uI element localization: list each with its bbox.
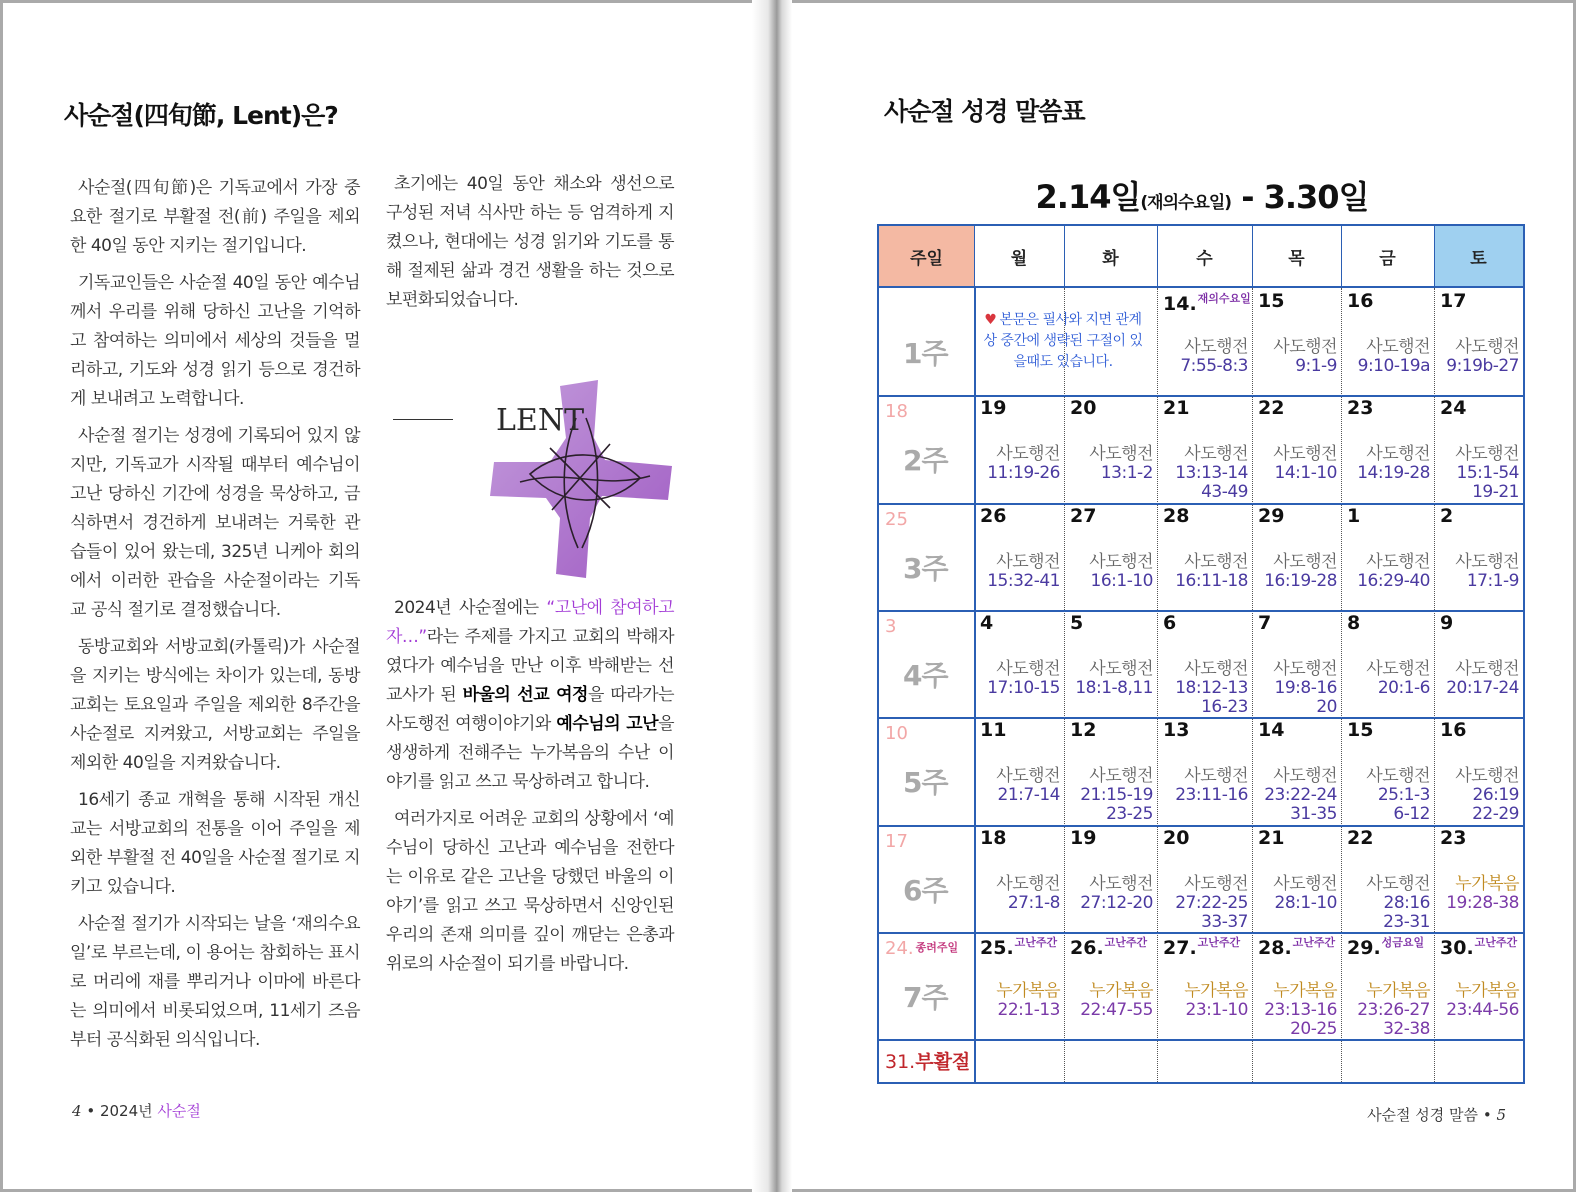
day-number [1347, 827, 1373, 849]
book-name: 사도행전 [1273, 444, 1337, 465]
day-number [980, 827, 1006, 849]
verse-ref: 27:12-20 [1080, 892, 1153, 913]
day-number [1163, 827, 1189, 849]
day-cell[interactable] [1341, 395, 1434, 502]
theme-text: 을 생생하게 전해주는 누가복음의 수난 이야기를 읽고 쓰고 묵상하려고 합니다. [386, 714, 675, 792]
day-number [1440, 827, 1466, 849]
theme-bold: 예수님의 고난 [556, 714, 659, 734]
date: 27 [1070, 504, 1097, 527]
header-divider [1341, 226, 1342, 288]
day-cell[interactable] [1434, 503, 1523, 610]
range-end: 3.30일 [1263, 178, 1369, 216]
week-label: 2주 [903, 444, 948, 478]
verse-ref: 16:11-18 [1175, 570, 1248, 591]
date: 4 [980, 611, 994, 634]
day-cell[interactable] [1434, 288, 1523, 395]
day-number [1258, 612, 1271, 634]
date: 14. [1163, 293, 1197, 315]
book-name: 누가복음 [1455, 980, 1519, 1001]
day-number [980, 505, 1006, 527]
date: 13 [1163, 719, 1190, 742]
day-cell[interactable] [1341, 288, 1434, 395]
date: 8 [1347, 611, 1361, 634]
verse-ref: 7:55-8:3 [1180, 356, 1248, 376]
sunday-tag: 종려주일 [915, 940, 959, 954]
day-number [1163, 934, 1240, 959]
book-name: 누가복음 [1455, 873, 1519, 894]
day-cell[interactable] [974, 717, 1064, 824]
divider [393, 419, 453, 420]
date: 22 [1347, 826, 1374, 849]
easter-cell [879, 1039, 974, 1086]
date: 18 [980, 826, 1007, 849]
day-number [1070, 397, 1096, 419]
paragraph: 여러가지로 어려운 교회의 상황에서 ‘예수님이 당하신 고난과 예수님을 전한다는 이유로 같은 고난을 당했던 바울의 이야기’를 읽고 쓰고 묵상하면서 신앙인된 우리의 존재 의미를 깊이 깨닫는 은총과 위로의 사순절이 되기를 바랍니다. [386, 809, 674, 974]
book-name: 사도행전 [1366, 766, 1430, 787]
verse-ref: 9:19b-27 [1446, 356, 1519, 376]
omission-note [978, 310, 1148, 373]
easter-label [885, 1047, 970, 1074]
footer-label: 사순절 [157, 1102, 201, 1120]
book-name: 사도행전 [996, 551, 1060, 572]
day-cell[interactable] [1252, 825, 1341, 932]
sunday-number: 10 [885, 723, 908, 745]
day-number [1440, 719, 1466, 741]
verse-ref: 28:1-10 [1274, 892, 1337, 913]
date: 5 [1070, 611, 1084, 634]
date: 17 [1440, 290, 1467, 312]
day-number [1163, 505, 1189, 527]
day-cell[interactable] [1064, 932, 1157, 1039]
day-cell[interactable] [1434, 825, 1523, 932]
verse-ref: 27:22-25 33-37 [1175, 892, 1248, 932]
day-number [1070, 934, 1147, 959]
date: 28. [1258, 936, 1292, 959]
day-cell[interactable] [1157, 717, 1252, 824]
theme-paragraph [386, 594, 674, 797]
day-number [1347, 290, 1373, 312]
theme-bold: 바울의 선교 여정 [462, 685, 588, 705]
right-footer [1367, 1104, 1506, 1125]
verse-ref: 20:17-24 [1446, 677, 1519, 698]
day-cell[interactable] [1157, 503, 1252, 610]
book-name: 사도행전 [1273, 658, 1337, 679]
row-divider [879, 1039, 1523, 1041]
heart-icon: ♥ [984, 312, 997, 328]
book-name: 사도행전 [1366, 444, 1430, 465]
day-cell[interactable] [1064, 717, 1157, 824]
verse-ref: 17:10-15 [987, 677, 1060, 698]
sunday-cell [879, 503, 974, 610]
day-number [1070, 612, 1083, 634]
date: 16 [1440, 719, 1467, 742]
day-number [1347, 505, 1360, 527]
left-page-title: 사순절(四旬節, Lent)은? [64, 101, 338, 130]
date: 30. [1440, 936, 1474, 959]
day-tag: 고난주간 [1104, 935, 1148, 949]
day-cell[interactable] [1064, 503, 1157, 610]
day-number [1163, 290, 1251, 315]
sunday-number: 3 [885, 615, 897, 637]
theme-column [386, 594, 674, 987]
date: 29. [1347, 936, 1381, 959]
day-number [1258, 290, 1284, 312]
verse-ref: 13:13-14 43-49 [1175, 463, 1248, 503]
day-cell[interactable] [1157, 825, 1252, 932]
day-header: 수 [1157, 226, 1252, 288]
book-name: 사도행전 [1089, 551, 1153, 572]
date: 9 [1440, 611, 1454, 634]
book-name: 사도행전 [1089, 658, 1153, 679]
verse-ref: 15:32-41 [987, 570, 1060, 591]
day-number [1347, 719, 1373, 741]
verse-ref: 15:1-54 19-21 [1456, 463, 1519, 503]
verse-ref: 21:15-19 23-25 [1080, 785, 1153, 825]
book-name: 사도행전 [1455, 551, 1519, 572]
easter-date: 31. [885, 1051, 916, 1074]
day-tag: 재의수요일 [1197, 292, 1251, 305]
book-name: 누가복음 [1089, 980, 1153, 1001]
day-cell[interactable] [1341, 717, 1434, 824]
book-name: 사도행전 [1366, 551, 1430, 572]
date: 7 [1258, 611, 1272, 634]
verse-ref: 22:1-13 [997, 999, 1060, 1020]
sunday-date [885, 616, 896, 637]
book-name: 사도행전 [1089, 444, 1153, 465]
day-header: 토 [1434, 226, 1523, 288]
range-start: 2.14일 [1035, 178, 1141, 216]
header-divider [1252, 226, 1253, 288]
date: 27. [1163, 936, 1197, 959]
verse-ref: 20:1-6 [1377, 677, 1430, 698]
day-cell[interactable] [1341, 932, 1434, 1039]
easter-name: 부활절 [915, 1051, 971, 1074]
verse-ref: 13:1-2 [1100, 463, 1153, 484]
day-cell[interactable] [1064, 610, 1157, 717]
book-name: 사도행전 [1184, 658, 1248, 679]
day-header: 금 [1341, 226, 1434, 288]
book-name: 사도행전 [996, 873, 1060, 894]
date-range [878, 172, 1526, 218]
sunday-cell [879, 288, 974, 395]
date: 25. [980, 936, 1014, 959]
day-cell[interactable] [1434, 932, 1523, 1039]
day-cell[interactable] [974, 610, 1064, 717]
theme-text: 라는 주제를 가지고 교회의 박해자였다가 예수님을 만난 이후 박해받는 선교사가 된 [386, 627, 674, 705]
day-cell[interactable] [1252, 503, 1341, 610]
lent-label: LENT [496, 403, 585, 438]
book-name: 사도행전 [1089, 873, 1153, 894]
verse-ref: 19:8-16 20 [1274, 677, 1337, 717]
book-name: 사도행전 [996, 444, 1060, 465]
day-cell[interactable] [1434, 395, 1523, 502]
day-number [1258, 397, 1284, 419]
book-name: 사도행전 [1455, 337, 1519, 357]
verse-ref: 9:10-19a [1357, 356, 1430, 376]
day-tag: 고난주간 [1197, 935, 1241, 949]
week-label: 3주 [903, 551, 948, 585]
paragraph: 사순절 절기는 성경에 기록되어 있지 않지만, 기독교가 시작될 때부터 예수님이 고난 당하신 기간에 성경을 묵상하고, 금식하면서 경건하게 보내려는 거룩한 관습들이 있어 왔는데, 325년 니케아 회의에서 이러한 관습을 사순절이라는 기독교 공식 절기로 결정했습니다. [70, 426, 360, 620]
book-name: 사도행전 [1273, 766, 1337, 787]
verse-ref: 17:1-9 [1466, 570, 1519, 591]
day-cell[interactable] [1252, 395, 1341, 502]
book-name: 사도행전 [1273, 337, 1337, 357]
verse-ref: 22:47-55 [1080, 999, 1153, 1020]
sunday-number: 24. [885, 937, 914, 959]
theme-text: 2024년 사순절에는 [394, 598, 547, 618]
date: 21 [1258, 826, 1285, 849]
day-number [1347, 934, 1424, 959]
date: 16 [1347, 290, 1374, 312]
day-number [1070, 505, 1096, 527]
date: 22 [1258, 397, 1285, 420]
history-column [386, 170, 674, 323]
sunday-date [885, 938, 958, 959]
week-label: 6주 [903, 873, 948, 907]
day-tag: 고난주간 [1014, 935, 1058, 949]
date: 11 [980, 719, 1007, 742]
sunday-cell [879, 932, 974, 1039]
day-number [1440, 612, 1453, 634]
verse-ref: 23:22-24 31-35 [1264, 785, 1337, 825]
verse-ref: 23:13-16 20-25 [1264, 999, 1337, 1039]
day-number [980, 397, 1006, 419]
day-cell[interactable] [1157, 932, 1252, 1039]
verse-ref: 23:1-10 [1185, 999, 1248, 1020]
date: 6 [1163, 611, 1177, 634]
book-name: 사도행전 [1273, 551, 1337, 572]
week-label: 1주 [903, 337, 948, 370]
day-number [1163, 397, 1189, 419]
date: 20 [1163, 826, 1190, 849]
day-cell[interactable] [1434, 717, 1523, 824]
range-paren: (재의수요일) [1140, 193, 1232, 213]
day-cell[interactable] [1252, 610, 1341, 717]
day-tag: 성금요일 [1381, 935, 1425, 949]
book-name: 사도행전 [1455, 444, 1519, 465]
left-footer [72, 1100, 201, 1121]
day-number [1070, 719, 1096, 741]
day-number [1163, 719, 1189, 741]
date: 19 [980, 397, 1007, 420]
right-page-title: 사순절 성경 말씀표 [884, 97, 1085, 126]
day-number [1440, 934, 1517, 959]
sunday-cell [879, 717, 974, 824]
day-cell[interactable] [974, 395, 1064, 502]
sunday-number: 17 [885, 830, 908, 852]
note-text: 본문은 필사와 지면 관계상 중간에 생략된 구절이 있을때도 있습니다. [983, 312, 1143, 370]
verse-ref: 23:26-27 32-38 [1357, 999, 1430, 1039]
sunday-cell [879, 610, 974, 717]
book-name: 누가복음 [1366, 980, 1430, 1001]
day-cell[interactable] [1064, 825, 1157, 932]
sunday-number: 18 [885, 401, 908, 423]
day-number [1258, 505, 1284, 527]
week-label: 4주 [903, 658, 948, 692]
day-number [1440, 290, 1466, 312]
day-header: 월 [974, 226, 1064, 288]
day-number [1440, 505, 1453, 527]
book-name: 사도행전 [1184, 873, 1248, 894]
verse-ref: 19:28-38 [1446, 892, 1519, 913]
footer-year: 2024년 [99, 1102, 153, 1120]
verse-ref: 11:19-26 [987, 463, 1060, 484]
book-name: 사도행전 [1184, 444, 1248, 465]
day-number [1258, 719, 1284, 741]
date: 23 [1347, 397, 1374, 420]
date: 2 [1440, 504, 1454, 527]
day-cell[interactable] [974, 503, 1064, 610]
book-name: 누가복음 [1184, 980, 1248, 1001]
day-cell[interactable] [1064, 395, 1157, 502]
paragraph: 기독교인들은 사순절 40일 동안 예수님께서 우리를 위해 당하신 고난을 기억하고 참여하는 의미에서 세상의 것들을 멀리하고, 기도와 성경 읽기 등으로 경건하게 보내려고 노력합니다. [70, 273, 360, 409]
day-number [1347, 397, 1373, 419]
book-name: 누가복음 [996, 980, 1060, 1001]
day-cell[interactable] [1157, 610, 1252, 717]
footer-label: 사순절 성경 말씀 [1367, 1106, 1479, 1124]
day-number [1258, 827, 1284, 849]
day-header: 목 [1252, 226, 1341, 288]
book-name: 사도행전 [996, 658, 1060, 679]
verse-ref: 23:44-56 [1446, 999, 1519, 1020]
book-name: 사도행전 [1273, 873, 1337, 894]
book-name: 사도행전 [1366, 873, 1430, 894]
book-name: 사도행전 [1184, 766, 1248, 787]
book-spine [752, 0, 792, 1192]
book-name: 사도행전 [996, 766, 1060, 787]
book-name: 사도행전 [1184, 337, 1248, 357]
date: 23 [1440, 826, 1467, 849]
header-divider [1434, 226, 1435, 288]
footer-dot: • [1482, 1106, 1492, 1124]
page-number: 4 [72, 1102, 82, 1120]
reading-calendar [877, 224, 1525, 1084]
date: 15 [1347, 719, 1374, 742]
book-name: 사도행전 [1455, 658, 1519, 679]
paragraph: 동방교회와 서방교회(카톨릭)가 사순절을 지키는 방식에는 차이가 있는데, 동방교회는 토요일과 주일을 제외한 8주간을 사순절로 지켜왔고, 서방교회는 주일을 제외한 40일을 지켜왔습니다. [70, 637, 360, 773]
day-cell[interactable] [1252, 932, 1341, 1039]
paragraph: 초기에는 40일 동안 채소와 생선으로 구성된 저녁 식사만 하는 등 엄격하게 지켰으나, 현대에는 성경 읽기와 기도를 통해 절제된 삶과 경건 생활을 하는 것으로 보편화되었습니다. [386, 174, 674, 310]
book-name: 사도행전 [1455, 766, 1519, 787]
book-name: 누가복음 [1273, 980, 1337, 1001]
date: 26. [1070, 936, 1104, 959]
verse-ref: 25:1-3 6-12 [1377, 785, 1430, 825]
sunday-date [885, 509, 908, 530]
intro-column [70, 174, 360, 1063]
theme-text: 을 따라가는 사도행전 여행이야기와 [386, 685, 675, 734]
date: 19 [1070, 826, 1097, 849]
verse-ref: 18:12-13 16-23 [1175, 677, 1248, 717]
day-cell[interactable] [974, 825, 1064, 932]
date: 14 [1258, 719, 1285, 742]
verse-ref: 14:19-28 [1357, 463, 1430, 484]
week-label: 5주 [903, 766, 948, 800]
day-cell[interactable] [1157, 288, 1252, 395]
range-dash: - [1231, 178, 1264, 216]
date: 1 [1347, 504, 1361, 527]
book-name: 사도행전 [1366, 658, 1430, 679]
page-number: 5 [1496, 1106, 1506, 1124]
day-number [1440, 397, 1466, 419]
verse-ref: 16:29-40 [1357, 570, 1430, 591]
date: 12 [1070, 719, 1097, 742]
day-number [1258, 934, 1335, 959]
verse-ref: 9:1-9 [1295, 356, 1337, 376]
verse-ref: 23:11-16 [1175, 785, 1248, 806]
date: 21 [1163, 397, 1190, 420]
theme-highlight: “고난에 참여하고자…” [386, 598, 674, 647]
week-label: 7주 [903, 980, 948, 1014]
day-cell[interactable] [1434, 610, 1523, 717]
verse-ref: 14:1-10 [1274, 463, 1337, 484]
day-number [1347, 612, 1360, 634]
sunday-cell [879, 395, 974, 502]
day-cell[interactable] [974, 932, 1064, 1039]
header-divider [1157, 226, 1158, 288]
book-name: 사도행전 [1184, 551, 1248, 572]
day-cell[interactable] [1341, 825, 1434, 932]
sunday-date [885, 831, 908, 852]
date: 15 [1258, 290, 1285, 312]
date: 29 [1258, 504, 1285, 527]
header-divider [1064, 226, 1065, 288]
day-cell[interactable] [1252, 288, 1341, 395]
day-header: 화 [1064, 226, 1157, 288]
day-header: 주일 [879, 226, 974, 288]
sunday-date [885, 401, 908, 422]
book-name: 사도행전 [1366, 337, 1430, 357]
book-name: 사도행전 [1089, 766, 1153, 787]
day-number [1070, 827, 1096, 849]
header-divider [974, 226, 975, 288]
day-cell[interactable] [1341, 610, 1434, 717]
verse-ref: 27:1-8 [1007, 892, 1060, 913]
day-cell[interactable] [1157, 395, 1252, 502]
day-number [1163, 612, 1176, 634]
footer-dot: • [86, 1102, 96, 1120]
verse-ref: 16:19-28 [1264, 570, 1337, 591]
verse-ref: 18:1-8,11 [1075, 677, 1153, 698]
sunday-date [885, 723, 908, 744]
date: 26 [980, 504, 1007, 527]
paragraph: 사순절 절기가 시작되는 날을 ‘재의수요일’로 부르는데, 이 용어는 참회하는 표시로 머리에 재를 뿌리거나 이마에 바른다는 의미에서 비롯되었으며, 11세기 즈음부터 공식화된 의식입니다. [70, 914, 360, 1050]
date: 28 [1163, 504, 1190, 527]
day-number [980, 612, 993, 634]
paragraph: 16세기 종교 개혁을 통해 시작된 개신교는 서방교회의 전통을 이어 주일을 제외한 부활절 전 40일을 사순절 절기로 지키고 있습니다. [70, 790, 360, 897]
sunday-cell [879, 825, 974, 932]
lent-cross-illustration [490, 378, 675, 583]
verse-ref: 16:1-10 [1090, 570, 1153, 591]
verse-ref: 28:16 23-31 [1383, 892, 1430, 932]
date: 24 [1440, 397, 1467, 420]
day-tag: 고난주간 [1292, 935, 1336, 949]
paragraph: 사순절(四旬節)은 기독교에서 가장 중요한 절기로 부활절 전(前) 주일을 제외한 40일 동안 지키는 절기입니다. [70, 178, 360, 256]
verse-ref: 26:19 22-29 [1472, 785, 1519, 825]
day-tag: 고난주간 [1474, 935, 1518, 949]
sunday-number: 25 [885, 508, 908, 530]
day-number [980, 934, 1057, 959]
day-number [980, 719, 1006, 741]
verse-ref: 21:7-14 [997, 785, 1060, 806]
date: 20 [1070, 397, 1097, 420]
day-cell[interactable] [1252, 717, 1341, 824]
day-cell[interactable] [1341, 503, 1434, 610]
